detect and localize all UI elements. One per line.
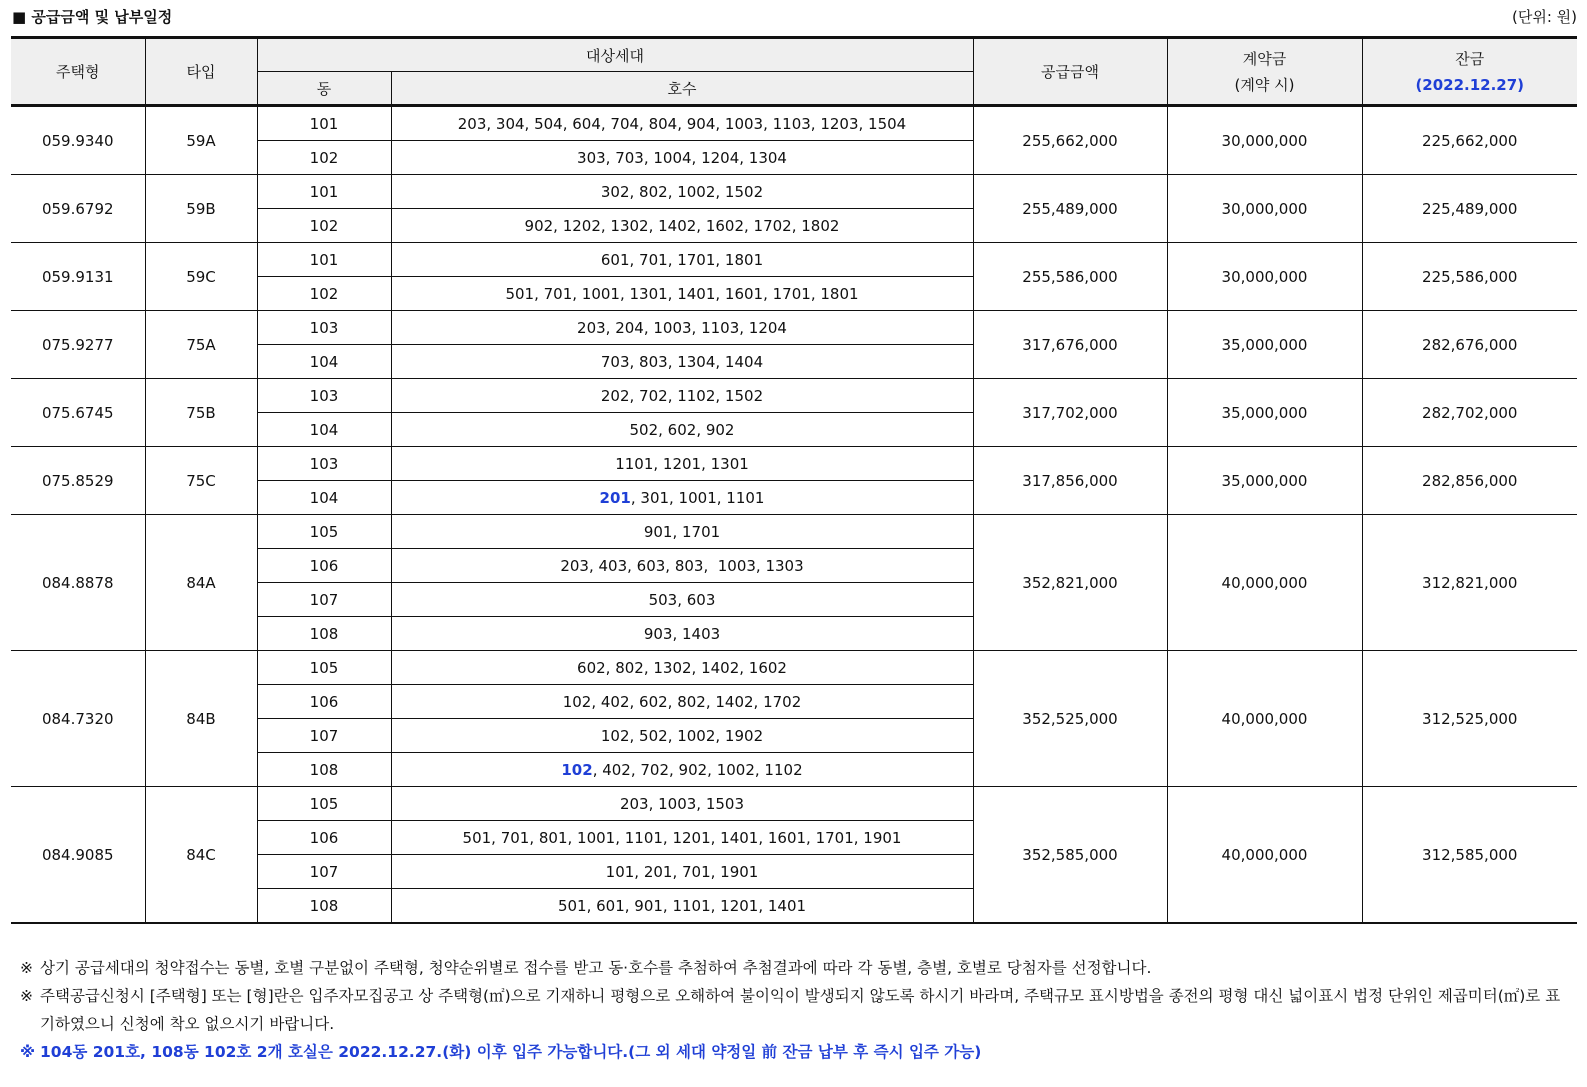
cell-deposit: 35,000,000 xyxy=(1167,379,1362,447)
cell-deposit: 30,000,000 xyxy=(1167,175,1362,243)
ho-list: 203, 204, 1003, 1103, 1204 xyxy=(577,318,787,337)
cell-type: 84C xyxy=(145,787,257,924)
cell-deposit: 40,000,000 xyxy=(1167,787,1362,924)
top-bar xyxy=(12,4,1577,28)
cell-ho xyxy=(391,549,973,583)
note-item xyxy=(20,982,1565,1038)
cell-housing-type: 059.9340 xyxy=(11,106,145,175)
cell-dong: 107 xyxy=(257,855,391,889)
cell-dong: 101 xyxy=(257,106,391,141)
table-body xyxy=(11,106,1577,924)
ho-list: 1101, 1201, 1301 xyxy=(615,454,749,473)
cell-dong: 108 xyxy=(257,617,391,651)
ho-list: 101, 201, 701, 1901 xyxy=(605,862,759,881)
cell-ho xyxy=(391,651,973,685)
ho-list: 601, 701, 1701, 1801 xyxy=(600,250,764,269)
cell-dong: 101 xyxy=(257,175,391,209)
note-text: 상기 공급세대의 청약접수는 동별, 호별 구분없이 주택형, 청약순위별로 접수를 받고 동·호수를 추첨하여 추첨결과에 따라 각 동별, 층별, 호별로 당첨자를 선정합니다. xyxy=(40,959,1152,977)
cell-supply-price: 317,676,000 xyxy=(973,311,1167,379)
col-supply-price: 공급금액 xyxy=(973,38,1167,106)
cell-supply-price: 255,489,000 xyxy=(973,175,1167,243)
cell-dong: 102 xyxy=(257,141,391,175)
cell-deposit: 40,000,000 xyxy=(1167,515,1362,651)
cell-housing-type: 075.9277 xyxy=(11,311,145,379)
cell-balance: 225,586,000 xyxy=(1362,243,1577,311)
unit-label: (단위: 원) xyxy=(1512,8,1577,26)
cell-supply-price: 352,821,000 xyxy=(973,515,1167,651)
cell-dong: 106 xyxy=(257,549,391,583)
cell-dong: 106 xyxy=(257,821,391,855)
ho-list: 902, 1202, 1302, 1402, 1602, 1702, 1802 xyxy=(524,216,840,235)
ho-highlight: 201 xyxy=(599,488,631,507)
cell-ho xyxy=(391,583,973,617)
cell-balance: 225,662,000 xyxy=(1362,106,1577,175)
cell-ho xyxy=(391,855,973,889)
cell-ho xyxy=(391,685,973,719)
cell-dong: 104 xyxy=(257,345,391,379)
cell-dong: 108 xyxy=(257,753,391,787)
cell-deposit: 35,000,000 xyxy=(1167,311,1362,379)
table-header xyxy=(11,38,1577,106)
cell-balance: 312,585,000 xyxy=(1362,787,1577,924)
cell-ho xyxy=(391,889,973,924)
cell-ho xyxy=(391,379,973,413)
cell-dong: 105 xyxy=(257,651,391,685)
cell-balance: 282,856,000 xyxy=(1362,447,1577,515)
cell-balance: 312,821,000 xyxy=(1362,515,1577,651)
cell-type: 84A xyxy=(145,515,257,651)
cell-ho xyxy=(391,106,973,141)
cell-supply-price: 255,662,000 xyxy=(973,106,1167,175)
cell-type: 75A xyxy=(145,311,257,379)
cell-housing-type: 084.8878 xyxy=(11,515,145,651)
cell-ho xyxy=(391,821,973,855)
col-type: 타입 xyxy=(145,38,257,106)
cell-housing-type: 075.8529 xyxy=(11,447,145,515)
col-target-units: 대상세대 xyxy=(257,38,973,72)
cell-dong: 102 xyxy=(257,277,391,311)
cell-ho xyxy=(391,719,973,753)
table-row xyxy=(11,447,1577,481)
cell-balance: 282,702,000 xyxy=(1362,379,1577,447)
ho-list: 703, 803, 1304, 1404 xyxy=(600,352,764,371)
col-deposit-sub: (계약 시) xyxy=(1234,75,1295,94)
cell-ho xyxy=(391,787,973,821)
note-text: 주택공급신청시 [주택형] 또는 [형]란은 입주자모집공고 상 주택형(㎡)으로 기재하니 평형으로 오해하여 불이익이 발생되지 않도록 하시기 바라며, 주택규모 표시방법을 종전의 평형 대신 넓이표시 법정 단위인 제곱미터(㎡)로 표기하였으니 신청에 착오 없으시기 바랍니다. xyxy=(40,987,1561,1033)
cell-balance: 225,489,000 xyxy=(1362,175,1577,243)
cell-housing-type: 075.6745 xyxy=(11,379,145,447)
cell-ho xyxy=(391,753,973,787)
cell-dong: 108 xyxy=(257,889,391,924)
cell-type: 84B xyxy=(145,651,257,787)
cell-ho xyxy=(391,515,973,549)
ho-list: 503, 603 xyxy=(648,590,716,609)
ho-list: 202, 702, 1102, 1502 xyxy=(600,386,764,405)
cell-balance: 312,525,000 xyxy=(1362,651,1577,787)
cell-dong: 106 xyxy=(257,685,391,719)
ho-list: 501, 701, 1001, 1301, 1401, 1601, 1701, 1801 xyxy=(505,284,859,303)
note-item-highlight xyxy=(20,1038,1565,1066)
ho-list: 102, 402, 602, 802, 1402, 1702 xyxy=(562,692,802,711)
note-item xyxy=(20,954,1565,982)
ho-list: 102, 502, 1002, 1902 xyxy=(600,726,764,745)
note-mark: ※ xyxy=(20,987,33,1005)
cell-housing-type: 084.7320 xyxy=(11,651,145,787)
cell-ho xyxy=(391,209,973,243)
ho-list: , 402, 702, 902, 1002, 1102 xyxy=(592,760,803,779)
col-ho: 호수 xyxy=(391,72,973,106)
col-housing-type: 주택형 xyxy=(11,38,145,106)
table-row xyxy=(11,175,1577,209)
cell-dong: 107 xyxy=(257,719,391,753)
cell-dong: 102 xyxy=(257,209,391,243)
ho-list: 203, 1003, 1503 xyxy=(619,794,745,813)
cell-ho xyxy=(391,175,973,209)
table-row xyxy=(11,106,1577,141)
ho-list: 203, 403, 603, 803, 1003, 1303 xyxy=(560,556,804,575)
cell-type: 75C xyxy=(145,447,257,515)
cell-dong: 103 xyxy=(257,311,391,345)
ho-list: 501, 701, 801, 1001, 1101, 1201, 1401, 1601, 1701, 1901 xyxy=(462,828,902,847)
notes xyxy=(20,954,1565,1066)
table-row xyxy=(11,311,1577,345)
cell-type: 59A xyxy=(145,106,257,175)
cell-balance: 282,676,000 xyxy=(1362,311,1577,379)
cell-ho xyxy=(391,141,973,175)
cell-supply-price: 352,525,000 xyxy=(973,651,1167,787)
col-deposit-label: 계약금 xyxy=(1242,49,1287,68)
cell-housing-type: 084.9085 xyxy=(11,787,145,924)
table-row xyxy=(11,787,1577,821)
cell-type: 75B xyxy=(145,379,257,447)
ho-list: 302, 802, 1002, 1502 xyxy=(600,182,764,201)
ho-list: 501, 601, 901, 1101, 1201, 1401 xyxy=(557,896,807,915)
cell-ho xyxy=(391,617,973,651)
cell-type: 59C xyxy=(145,243,257,311)
cell-supply-price: 317,856,000 xyxy=(973,447,1167,515)
ho-list: 203, 304, 504, 604, 704, 804, 904, 1003, 1103, 1203, 1504 xyxy=(457,114,907,133)
cell-deposit: 35,000,000 xyxy=(1167,447,1362,515)
note-mark: ※ xyxy=(20,1043,36,1061)
cell-ho xyxy=(391,447,973,481)
cell-deposit: 30,000,000 xyxy=(1167,106,1362,175)
section-title: ■ 공급금액 및 납부일정 xyxy=(12,8,173,26)
col-balance-label: 잔금 xyxy=(1455,49,1485,68)
table-row xyxy=(11,379,1577,413)
cell-ho xyxy=(391,481,973,515)
cell-ho xyxy=(391,277,973,311)
ho-list: 901, 1701 xyxy=(643,522,721,541)
note-text: 104동 201호, 108동 102호 2개 호실은 2022.12.27.(화) 이후 입주 가능합니다.(그 외 세대 약정일 前 잔금 납부 후 즉시 입주 가능) xyxy=(40,1043,982,1061)
cell-ho xyxy=(391,345,973,379)
table-row xyxy=(11,243,1577,277)
col-dong: 동 xyxy=(257,72,391,106)
cell-supply-price: 255,586,000 xyxy=(973,243,1167,311)
col-deposit xyxy=(1167,38,1362,106)
cell-dong: 103 xyxy=(257,379,391,413)
cell-dong: 101 xyxy=(257,243,391,277)
cell-dong: 107 xyxy=(257,583,391,617)
table-row xyxy=(11,651,1577,685)
ho-list: 602, 802, 1302, 1402, 1602 xyxy=(577,658,787,677)
ho-list: 303, 703, 1004, 1204, 1304 xyxy=(577,148,787,167)
cell-dong: 105 xyxy=(257,787,391,821)
cell-deposit: 30,000,000 xyxy=(1167,243,1362,311)
col-balance xyxy=(1362,38,1577,106)
cell-ho xyxy=(391,243,973,277)
ho-list: 903, 1403 xyxy=(643,624,721,643)
cell-dong: 103 xyxy=(257,447,391,481)
cell-dong: 104 xyxy=(257,413,391,447)
ho-list: 502, 602, 902 xyxy=(629,420,735,439)
col-balance-date: (2022.12.27) xyxy=(1415,75,1525,94)
table-row xyxy=(11,515,1577,549)
supply-price-table xyxy=(11,36,1577,924)
cell-supply-price: 352,585,000 xyxy=(973,787,1167,924)
cell-deposit: 40,000,000 xyxy=(1167,651,1362,787)
cell-ho xyxy=(391,311,973,345)
ho-list: , 301, 1001, 1101 xyxy=(630,488,765,507)
cell-type: 59B xyxy=(145,175,257,243)
cell-dong: 105 xyxy=(257,515,391,549)
cell-housing-type: 059.6792 xyxy=(11,175,145,243)
cell-dong: 104 xyxy=(257,481,391,515)
ho-highlight: 102 xyxy=(561,760,593,779)
cell-supply-price: 317,702,000 xyxy=(973,379,1167,447)
note-mark: ※ xyxy=(20,959,33,977)
cell-ho xyxy=(391,413,973,447)
cell-housing-type: 059.9131 xyxy=(11,243,145,311)
